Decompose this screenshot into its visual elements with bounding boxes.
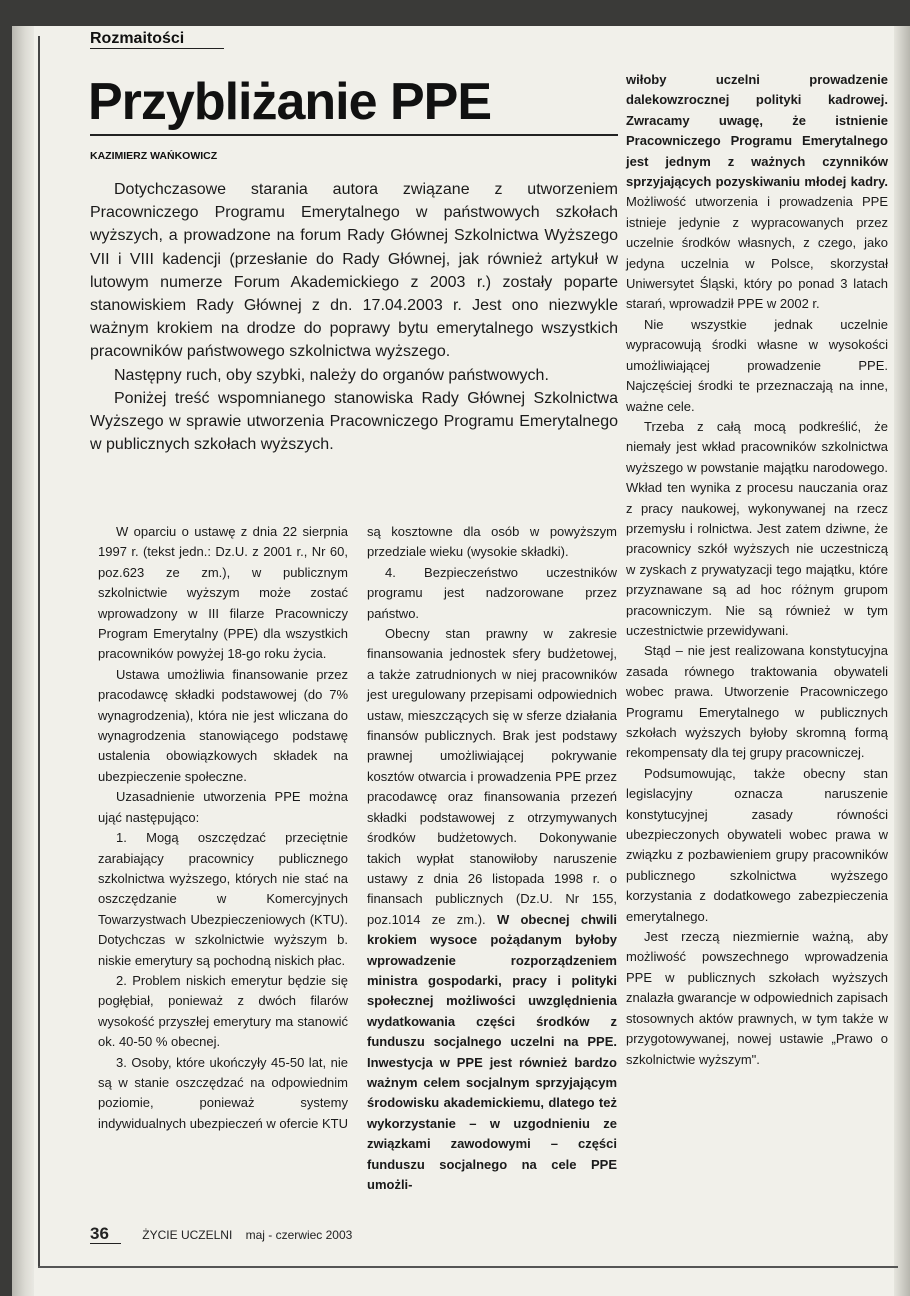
body-text: Możliwość utworzenia i prowadzenia PPE istnieje jedynie z wypracowanych przez uczelnie środków własnych, z czego, jako jedyna uczelnia w Polsce, skorzystał Uniwersytet Śląski, który po ponad 3 latach starań, wprowadził PPE w 2002 r.	[626, 194, 888, 312]
body-paragraph: są kosztowne dla osób w powyższym przedziale wieku (wysokie składki).	[367, 524, 617, 560]
article-title: Przybliżanie PPE	[88, 73, 492, 131]
page-number: 36	[90, 1224, 121, 1244]
body-paragraph: Uzasadnienie utworzenia PPE można ująć następująco:	[98, 789, 348, 825]
title-underline	[90, 134, 618, 136]
bold-emphasis-text: wiłoby uczelni prowadzenie dalekowzrocznej polityki kadrowej. Zwracamy uwagę, że istnienie Pracowniczego Programu Emerytalnego jest jednym z ważnych czynników sprzyjających pozyskiwaniu młodej kadry.	[626, 72, 888, 190]
body-paragraph: Jest rzeczą niezmiernie ważną, aby możliwość powszechnego wprowadzenia PPE w publicznych szkołach wyższych znalazła gwarancje w odpowiednich zapisach stosownych aktów prawnych, w tym także w przygotowywanej, nowej ustawie „Prawo o szkolnictwie wyższym".	[626, 929, 888, 1067]
vertical-page-rule	[38, 36, 40, 1268]
body-paragraph	[367, 624, 617, 1195]
text-column-left	[98, 522, 348, 1134]
body-paragraph: Podsumowując, także obecny stan legislacyjny oznacza naruszenie konstytucyjnej zasady równości ubezpieczonych obywateli wobec prawa w związku z pozbawieniem grupy pracowników publicznego szkolnictwa wyższego korzystania z dodatkowego zabezpieczenia emerytalnego.	[626, 765, 888, 924]
body-paragraph: Trzeba z całą mocą podkreślić, że niemały jest wkład pracowników szkolnictwa wyższego w powstanie majątku narodowego. Wkład ten wynika z procesu nauczania oraz z pracy naukowej, wykonywanej na rzecz przemysłu i rolnictwa. Jest zatem dziwne, że pracownicy szkół wyższych nie uczestniczą w zyskach z prywatyzacji tego majątku, które przyznawane są ad hoc różnym grupom pracowniczym. Nie są również w tym uczestnictwie przewidywani.	[626, 418, 888, 638]
body-paragraph: 2. Problem niskich emerytur będzie się pogłębiał, ponieważ z dwóch filarów wysokość przyszłej emerytury ma stanowić ok. 40-50 % obecnej.	[98, 972, 348, 1050]
magazine-page	[12, 26, 910, 1296]
body-paragraph: 3. Osoby, które ukończyły 45-50 lat, nie są w stanie oszczędzać na odpowiednim poziomie, ponieważ systemy indywidualnych ubezpieczeń w ofercie KTU	[98, 1054, 349, 1131]
issue-date: maj - czerwiec 2003	[245, 1228, 353, 1242]
body-text: Obecny stan prawny w zakresie finansowania jednostek sfery budżetowej, a także zatrudnionych w niej pracowników jest uregulowany przepisami odpowiednich ustaw, mieszczących się w sferze działania finansów publicznych. Brak jest podstawy prawnej umożliwiającej pokrywanie kosztów otwarcia i prowadzenia PPE przez pracodawcę oraz finansowania przezeń składki podstawowej z otrzymywanych środków budżetowych. Dokonywanie takich wypłat stanowiłoby naruszenie ustawy z dnia 26 listopada 1998 r. o finansach publicznych (Dz.U. Nr 155, poz.1014 ze zm.).	[367, 626, 617, 927]
magazine-name: ŻYCIE UCZELNI	[142, 1228, 233, 1242]
body-paragraph: Stąd – nie jest realizowana konstytucyjna zasada równego traktowania obywateli wobec prawa. Utworzenie Pracowniczego Programu Emerytalnego w publicznych szkołach wyższych byłoby skromną formą rekompensaty dla tej grupy pracowniczej.	[626, 643, 888, 761]
page-footer	[90, 1224, 352, 1244]
section-label: Rozmaitości	[90, 30, 224, 49]
body-paragraph: Ustawa umożliwia finansowanie przez pracodawcę składki podstawowej (do 7% wynagrodzenia), która nie jest wliczana do wynagrodzenia stanowiącego podstawę ustalenia obowiązkowych składek na ubezpieczenie społeczne.	[98, 666, 348, 784]
text-column-right	[626, 70, 888, 1070]
article-lead	[90, 178, 618, 456]
lead-paragraph: Poniżej treść wspomnianego stanowiska Rady Głównej Szkolnictwa Wyższego w sprawie utworzenia Pracowniczego Programu Emerytalnego w publicznych szkołach wyższych.	[90, 389, 618, 454]
article-author: KAZIMIERZ WAŃKOWICZ	[90, 150, 218, 162]
body-paragraph: 1. Mogą oszczędzać przeciętnie zarabiający pracownicy publicznego szkolnictwa wyższego, których nie stać na oszczędzanie w Komercyjnych Towarzystwach Ubezpieczeniowych (KTU). Dotychczas w szkolnictwie wyższym b. niskie emerytury są pochodną niskich płac.	[98, 830, 348, 968]
bottom-page-rule	[38, 1266, 898, 1268]
lead-paragraph: Dotychczasowe starania autora związane z utworzeniem Pracowniczego Programu Emerytalnego w państwowych szkołach wyższych, a prowadzone na forum Rady Głównej Szkolnictwa Wyższego VII i VIII kadencji (przesłanie do Rady Głównej, jak również artykuł w lutowym numerze Forum Akademickiego z 2003 r.) zostały poparte stanowiskiem Rady Głównej z dn. 17.04.2003 r. Jest ono niezwykle ważnym krokiem na drodze do poprawy bytu emerytalnego wszystkich pracowników państwowego szkolnictwa wyższego.	[90, 181, 618, 361]
lead-paragraph: Następny ruch, oby szybki, należy do organów państwowych.	[114, 366, 549, 384]
text-column-middle	[367, 522, 617, 1195]
body-paragraph: W oparciu o ustawę z dnia 22 sierpnia 1997 r. (tekst jedn.: Dz.U. z 2001 r., Nr 60, poz.623 ze zm.), w publicznym szkolnictwie wyższym może zostać wprowadzony w III filarze Pracowniczy Program Emerytalny (PPE) dla wszystkich pracowników powyżej 18-go roku życia.	[98, 524, 348, 662]
body-paragraph: 4. Bezpieczeństwo uczestników programu jest nadzorowane przez państwo.	[367, 564, 617, 621]
page-spine-shadow	[12, 26, 34, 1296]
body-paragraph: Nie wszystkie jednak uczelnie wypracowują środki własne w wysokości umożliwiającej prowadzenie PPE. Najczęściej środki te przeznaczają na inne, ważne cele.	[626, 316, 888, 414]
body-paragraph	[626, 70, 888, 315]
page-edge-shadow	[894, 26, 910, 1296]
bold-emphasis-text: W obecnej chwili krokiem wysoce pożądanym byłoby wprowadzenie rozporządzeniem ministra gospodarki, pracy i polityki społecznej możliwości uwzględnienia wydatkowania części środków z funduszu socjalnego uczelni na PPE. Inwestycja w PPE jest również bardzo ważnym celem socjalnym sprzyjającym środowisku akademickiemu, dlatego też wykorzystanie – w uzgodnieniu ze związkami zawodowymi – części funduszu socjalnego na cele PPE umożli-	[367, 911, 617, 1192]
